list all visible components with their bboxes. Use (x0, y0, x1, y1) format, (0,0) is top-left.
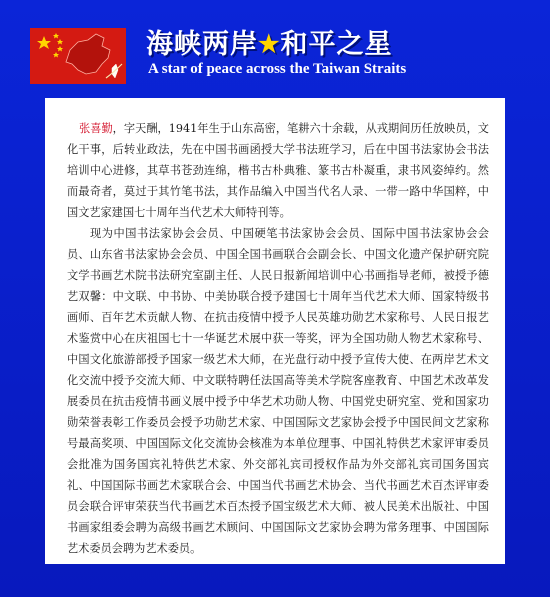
star-icon: ★ (258, 29, 281, 58)
header-banner (0, 0, 550, 92)
title-right: 和平之星 (280, 29, 393, 60)
artist-name: 张喜勤 (79, 122, 113, 135)
page-subtitle: A star of peace across the Taiwan Straits (148, 61, 407, 77)
page-title (146, 22, 393, 61)
title-left: 海峡两岸 (146, 29, 258, 60)
biography-panel (45, 98, 505, 564)
bio-paragraph-2: 现为中国书法家协会会员、中国硬笔书法家协会会员、国际中国书法家协会会员、山东省书法家协会会员、中国全国书画联合会副会长、中国文化遗产保护研究院文学书画艺术院书法研究室副主任、人民日报新闻培训中心书画指导老师，被授予德艺双馨：中文联、中书协、中美协联合授予建国七十周年当代艺术大师、国家特级书画师、百年艺术贡献人物、在抗击疫情中授予人民英雄功勋艺术家称号、人民日报艺术鉴赏中心在庆祖国七十一华诞艺术展中获一等奖，评为全国功勋人物艺术家称号、中国文化旅游部授予国家一级艺术大师，在光盘行动中授予宣传大使、在两岸艺术文化交流中授予交流大师、中文联特聘任法国高等美术学院客座教育、中国艺术改革发展委员在抗击疫情书画义展中授予中华艺术功勋人物、中国党史研究室、党和国家功勋荣誉表彰工作委员会授予功勋艺术家、中国国际文艺家协会授予中国民间文艺家称号最高奖项、中国国际文化交流协会核准为本单位理事、中国礼特供艺术家评审委员会批准为国务国宾礼特供艺术家、外交部礼宾司授权作品为外交部礼宾司国务国宾礼、中国国际书画艺术家联合会、中国当代书画艺术协会、当代书画艺术百杰评审委员会联合评审荣获当代书画艺术百杰授予国宝级艺术大师、被人民美术出版社、中国书画家组委会聘为高级书画艺术顾问、中国国际文艺家协会聘为常务理事、中国国际艺术委员会聘为艺术委员。 (67, 227, 489, 555)
china-map-flag-emblem-icon (30, 28, 126, 84)
bio-paragraph-1 (67, 118, 489, 223)
bio-paragraph-1-text: ，字天酬，1941年生于山东高密，笔耕六十余载，从戎期间历任放映员，文化干事，后转业政法，先在中国书画函授大学书法班学习，后在中国书法家协会书法培训中心进修，其草书苍劲连绵，楷书古朴典雅、篆书古朴凝重，隶书风姿绰约。然而最奇者，莫过于其竹笔书法，其作品编入中国当代名人录、一带一路中华国粹，中国文艺家建国七十周年当代艺术大师特刊等。 (67, 122, 489, 219)
